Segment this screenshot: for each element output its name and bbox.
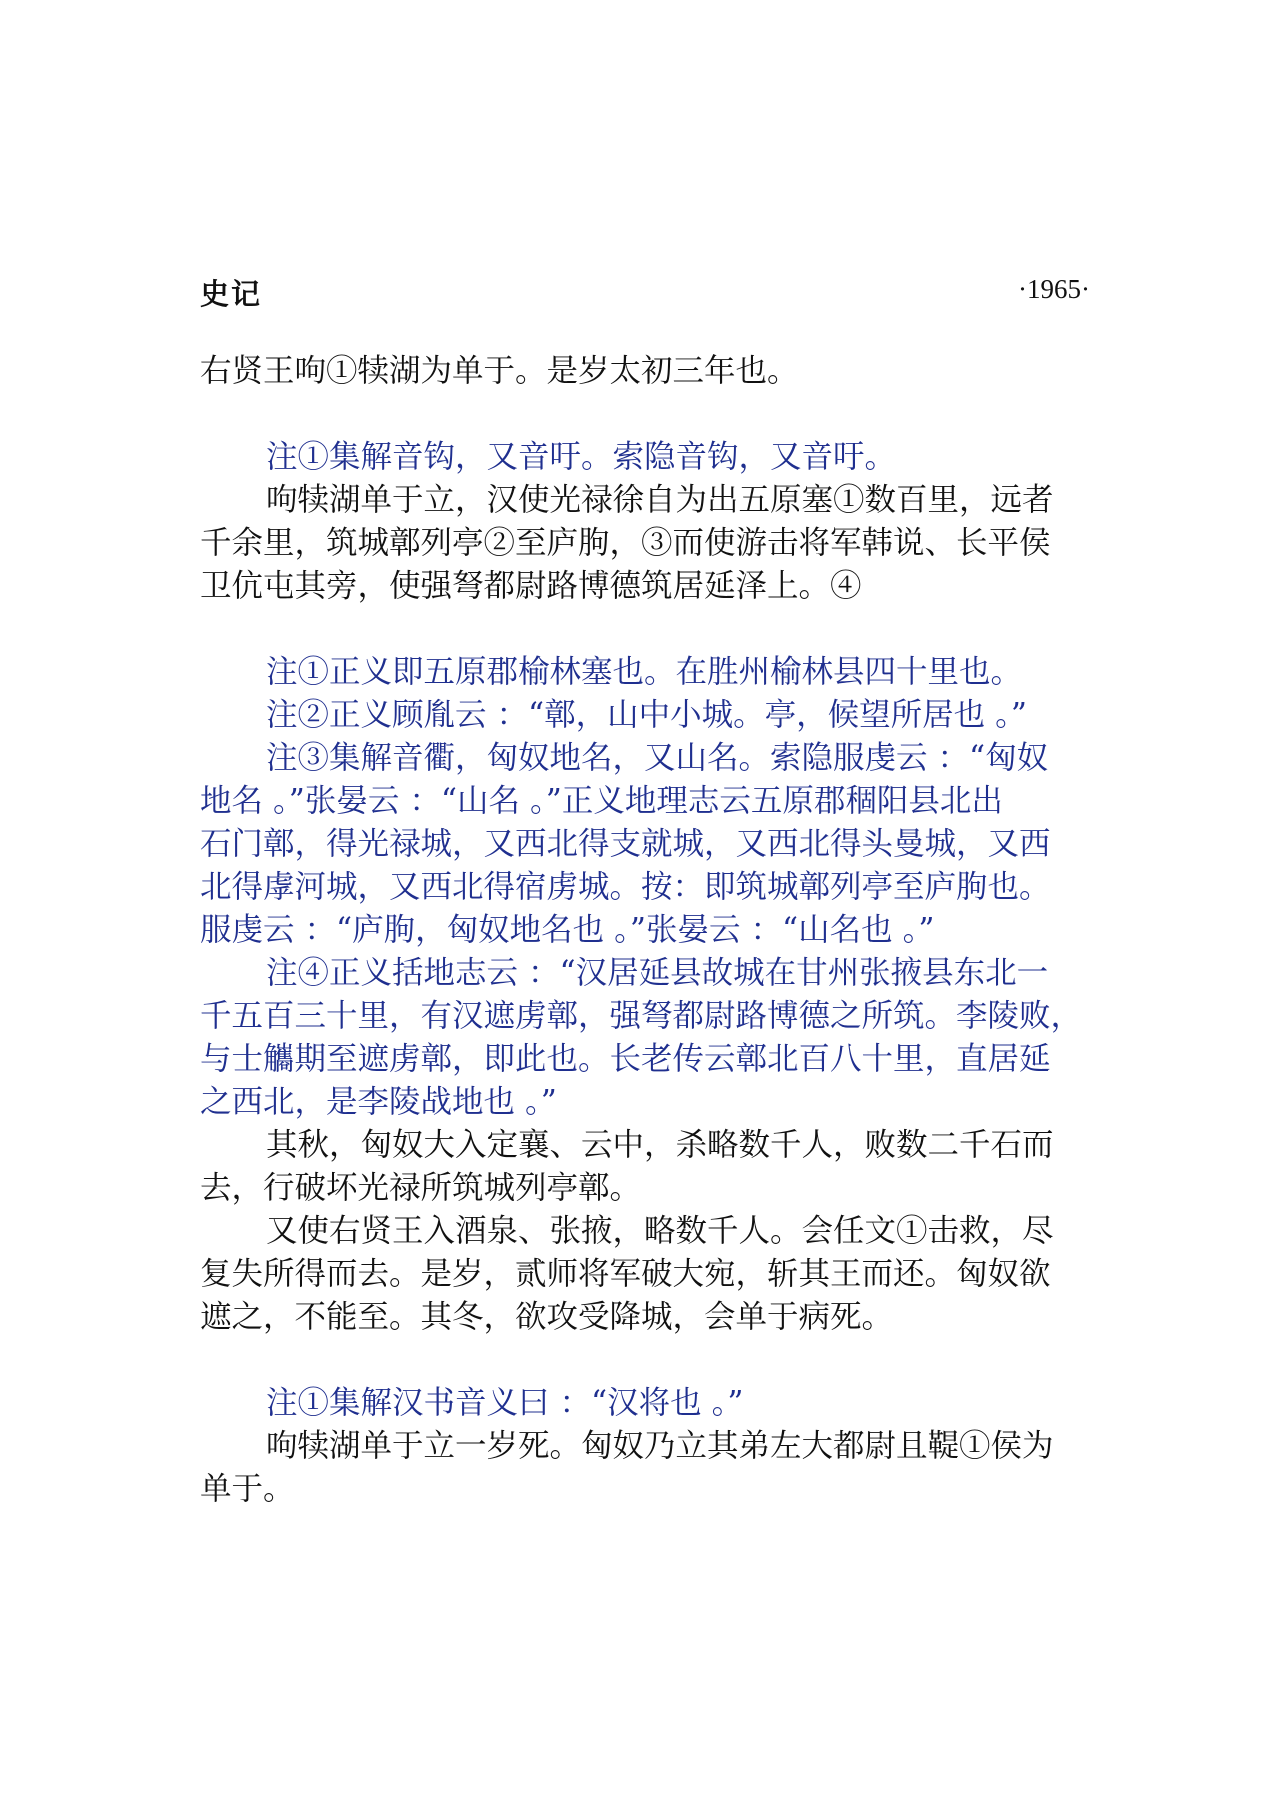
annotation-paragraph xyxy=(200,651,1100,694)
paragraph-gap xyxy=(200,1339,1100,1382)
paragraph-gap xyxy=(200,608,1100,651)
page-header xyxy=(200,272,1090,312)
annotation-paragraph xyxy=(200,694,1100,737)
annotation-paragraph xyxy=(200,1382,1100,1425)
text-line: 复失所得而去。是岁，贰师将军破大宛，斩其王而还。匈奴欲 xyxy=(200,1256,1051,1292)
text-line: 去，行破坏光禄所筑城列亭鄣。 xyxy=(200,1170,642,1206)
annotation-line: 石门鄣，得光禄城，又西北得支就城，又西北得头曼城，又西 xyxy=(200,826,1051,862)
annotation-line: 注①集解汉书音义曰 ：“汉将也 。” xyxy=(266,1385,744,1421)
body-paragraph xyxy=(200,1124,1100,1210)
annotation-paragraph xyxy=(200,952,1100,1124)
text-line: 呴犊湖单于立一岁死。匈奴乃立其弟左大都尉且鞮①侯为 xyxy=(266,1428,1054,1464)
annotation-line: 之西北，是李陵战地也 。” xyxy=(200,1084,557,1120)
text-line: 卫伉屯其旁，使强弩都尉路博德筑居延泽上。④ xyxy=(200,568,862,604)
body-paragraph xyxy=(200,1425,1100,1511)
annotation-line: 服虔云 ：“庐朐，匈奴地名也 。”张晏云 ：“山名也 。” xyxy=(200,912,935,948)
body-paragraph xyxy=(200,350,1100,393)
annotation-line: 注②正义顾胤云 ：“鄣，山中小城。亭，候望所居也 。” xyxy=(266,697,1027,733)
text-line: 其秋，匈奴大入定襄、云中，杀略数千人，败数二千石而 xyxy=(266,1127,1054,1163)
annotation-line: 地名 。”张晏云 ：“山名 。”正义地理志云五原郡稒阳县北出 xyxy=(200,783,1003,819)
text-line: 又使右贤王入酒泉、张掖，略数千人。会任文①击救，尽 xyxy=(266,1213,1054,1249)
annotation-line: 千五百三十里，有汉遮虏鄣，强弩都尉路博德之所筑。李陵败， xyxy=(200,998,1083,1034)
text-line: 单于。 xyxy=(200,1471,295,1507)
body-paragraph xyxy=(200,479,1100,608)
body-paragraph xyxy=(200,1210,1100,1339)
annotation-line: 注①集解音钩，又音吁。索隐音钩，又音吁。 xyxy=(266,439,897,475)
annotation-line: 注③集解音衢，匈奴地名，又山名。索隐服虔云 ：“匈奴 xyxy=(266,740,1049,776)
annotation-paragraph xyxy=(200,436,1100,479)
annotation-line: 注①正义即五原郡榆林塞也。在胜州榆林县四十里也。 xyxy=(266,654,1023,690)
text-line: 千余里，筑城鄣列亭②至庐朐，③而使游击将军韩说、长平侯 xyxy=(200,525,1051,561)
annotation-line: 与士觿期至遮虏鄣，即此也。长老传云鄣北百八十里，直居延 xyxy=(200,1041,1051,1077)
paragraph-gap xyxy=(200,393,1100,436)
text-line: 右贤王呴①犊湖为单于。是岁太初三年也。 xyxy=(200,353,799,389)
page-number: ·1965· xyxy=(1018,274,1090,304)
book-title: 史记 xyxy=(200,277,263,311)
page-body xyxy=(200,350,1100,1511)
annotation-line: 北得虖河城，又西北得宿虏城。按：即筑城鄣列亭至庐朐也。 xyxy=(200,869,1051,905)
text-line: 遮之，不能至。其冬，欲攻受降城，会单于病死。 xyxy=(200,1299,894,1335)
annotation-paragraph xyxy=(200,737,1100,952)
text-line: 呴犊湖单于立，汉使光禄徐自为出五原塞①数百里，远者 xyxy=(266,482,1054,518)
annotation-line: 注④正义括地志云 ：“汉居延县故城在甘州张掖县东北一 xyxy=(266,955,1049,991)
